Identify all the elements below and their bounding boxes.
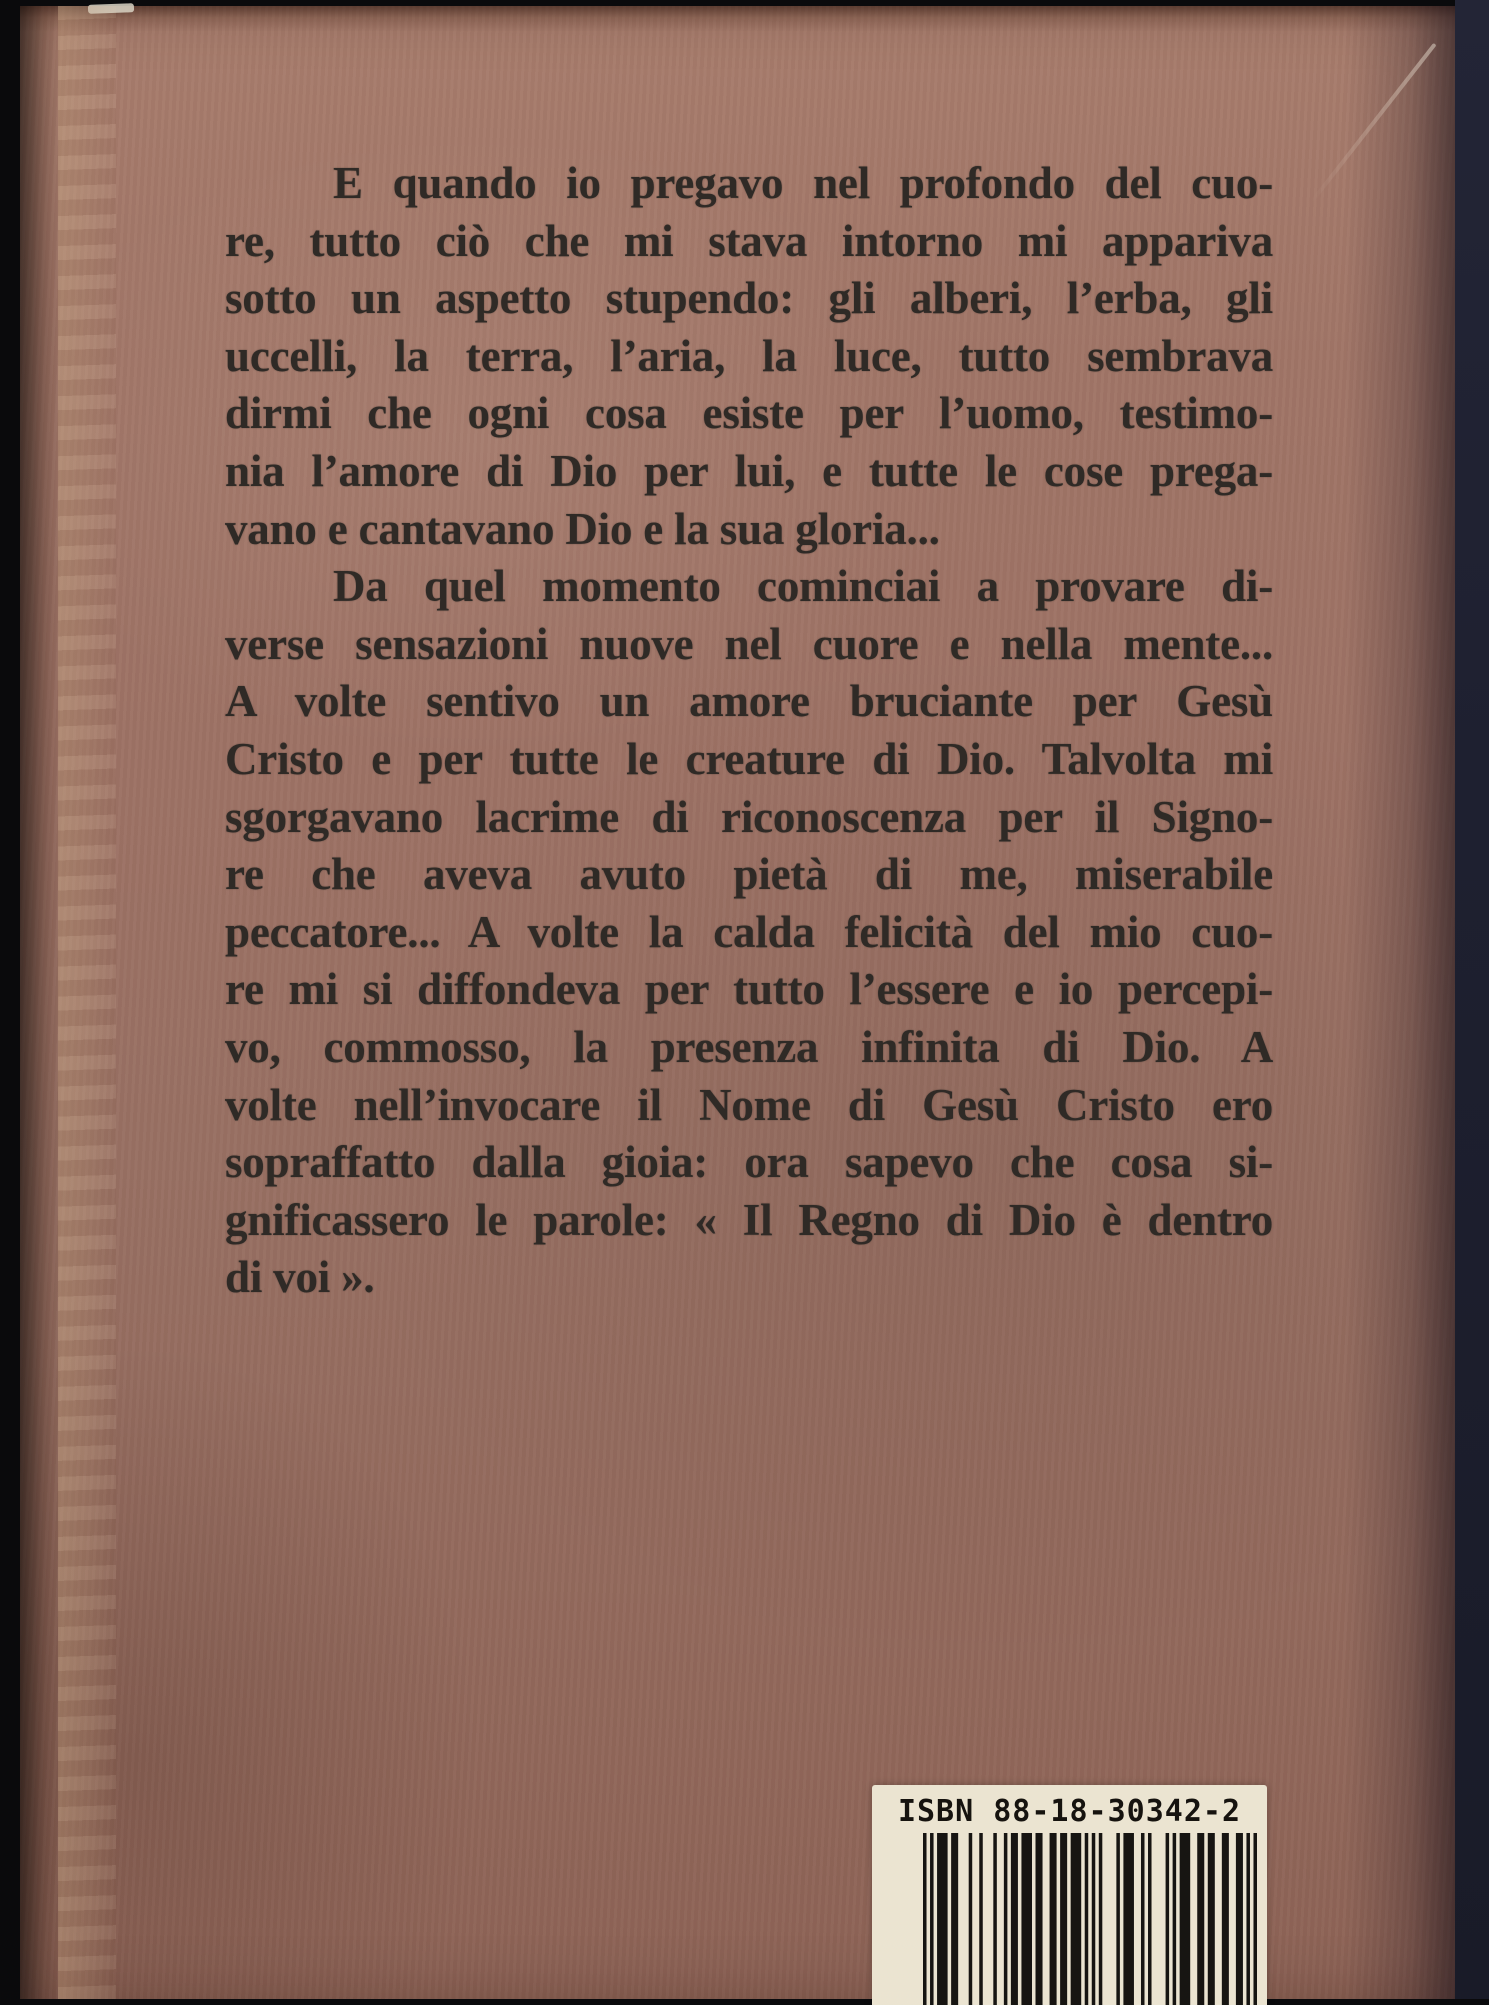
text-line: E quando io pregavo nel profondo del cuo- [333,158,1273,208]
cover-right-shadow [1345,6,1455,1999]
text-line: Cristo e per tutte le creature di Dio. Talvolta mi [225,733,1273,784]
text-line: sotto un aspetto stupendo: gli alberi, l’erba, gli [225,273,1273,324]
book-back-cover [20,6,1455,1999]
text-line: A volte sentivo un amore bruciante per Gesù [225,676,1273,727]
text-line: volte nell’invocare il Nome di Gesù Cristo ero [225,1079,1273,1130]
text-line: dirmi che ogni cosa esiste per l’uomo, testimo- [225,388,1273,439]
text-line: vo, commosso, la presenza infinita di Dio. A [225,1021,1273,1072]
text-line: uccelli, la terra, l’aria, la luce, tutto sembrava [225,330,1273,381]
cover-top-edge [20,6,1455,32]
text-line: vano e cantavano Dio e la sua gloria... [225,503,940,554]
back-cover-excerpt-text [225,155,1273,1307]
text-line: re, tutto ciò che mi stava intorno mi appariva [225,215,1273,266]
isbn-number: ISBN 88-18-30342-2 [897,1794,1242,1829]
text-line: sopraffatto dalla gioia: ora sapevo che cosa si- [225,1137,1273,1188]
cover-left-worn-edge [58,6,116,1999]
text-line: peccatore... A volte la calda felicità del mio cuo- [225,906,1273,957]
text-line: re mi si diffondeva per tutto l’essere e io percepi- [225,964,1273,1015]
text-line: di voi ». [225,1252,375,1303]
text-line: verse sensazioni nuove nel cuore e nella mente... [225,618,1273,669]
cover-left-shadow [20,6,60,1999]
text-line: Da quel momento cominciai a provare di- [333,561,1273,612]
text-line: sgorgavano lacrime di riconoscenza per il Signo- [225,791,1273,842]
text-line: gnificassero le parole: « Il Regno di Dio è dentro [225,1194,1273,1245]
text-line: nia l’amore di Dio per lui, e tutte le cose prega- [225,445,1273,496]
scan-edge-right [1455,0,1489,1999]
isbn-barcode [923,1833,1257,2005]
isbn-label [872,1785,1267,2005]
text-line: re che aveva avuto pietà di me, miserabile [225,849,1273,900]
